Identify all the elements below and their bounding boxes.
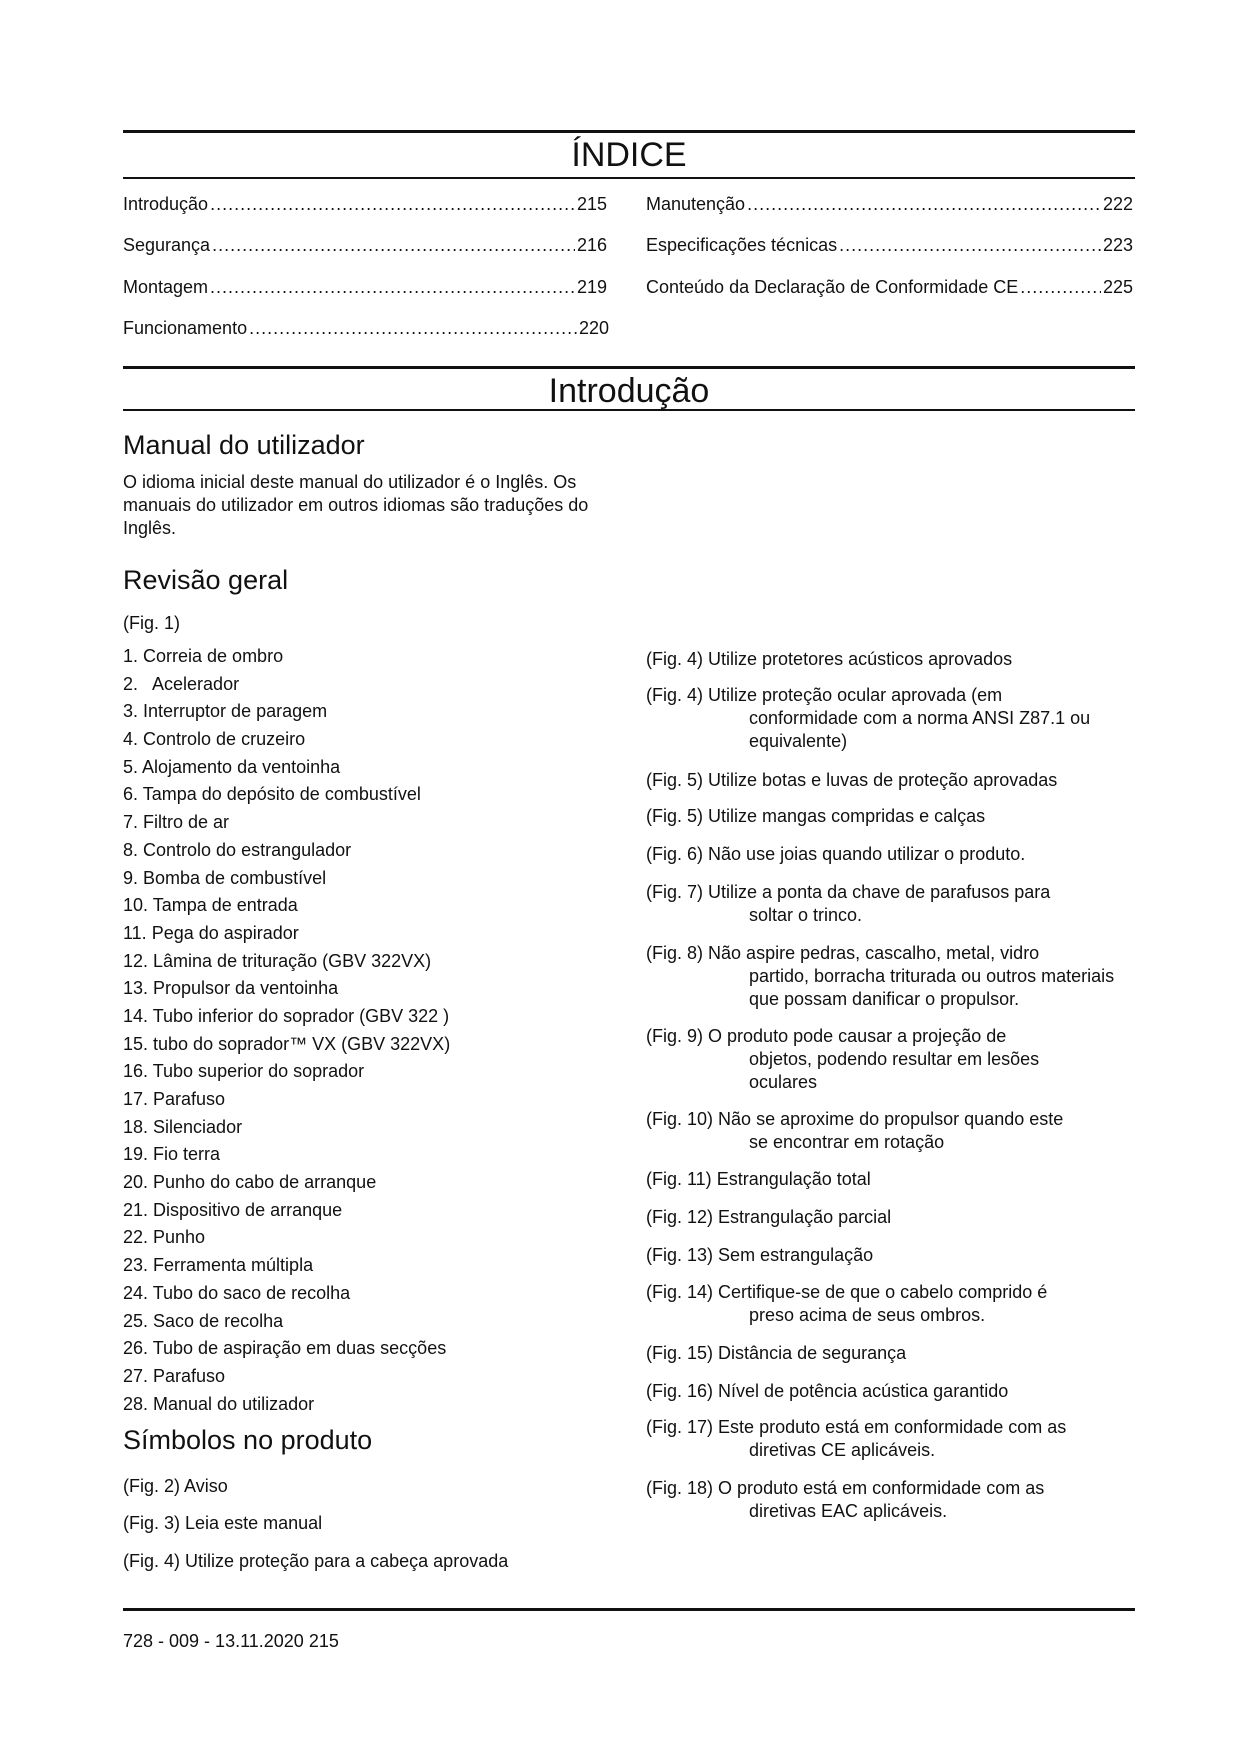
- symbol-item: [646, 1206, 1126, 1229]
- list-item: 27. Parafuso: [123, 1365, 226, 1386]
- list-item: 12. Lâmina de trituração (GBV 322VX): [123, 950, 432, 971]
- page-number: 215: [308, 1631, 339, 1651]
- symbol-fig-ref: (Fig. 4): [123, 1551, 181, 1571]
- list-item: 21. Dispositivo de arranque: [123, 1199, 343, 1220]
- manual-title: Manual do utilizador: [123, 430, 365, 460]
- toc-entry-label: Funcionamento: [123, 318, 248, 338]
- symbol-item: [646, 1168, 1126, 1191]
- list-item: 20. Punho do cabo de arranque: [123, 1172, 377, 1193]
- list-item: 28. Manual do utilizador: [123, 1393, 315, 1414]
- symbol-fig-ref: (Fig. 5): [646, 806, 704, 826]
- symbol-item: [646, 1244, 1126, 1267]
- symbol-item: [646, 1281, 1126, 1327]
- toc-entry-label: Conteúdo da Declaração de Conformidade CE: [646, 277, 1019, 297]
- toc-top-rule: [123, 130, 1135, 133]
- toc-entry-page: 225: [1102, 277, 1133, 297]
- symbol-item: [646, 684, 1126, 753]
- symbol-text: O produto pode causar a projeção de: [708, 1026, 1007, 1046]
- symbol-fig-ref: (Fig. 13): [646, 1245, 714, 1265]
- symbol-fig-ref: (Fig. 4): [646, 685, 704, 705]
- toc-entry-manutencao[interactable]: [646, 193, 1133, 215]
- toc-entry-page: 219: [576, 277, 607, 297]
- toc-entry-page: 215: [576, 194, 607, 214]
- symbol-fig-ref: (Fig. 12): [646, 1207, 714, 1227]
- symbol-text: Certifique-se de que o cabelo comprido é: [718, 1282, 1048, 1302]
- toc-entry-funcionamento[interactable]: [123, 317, 609, 339]
- symbol-item: [646, 1025, 1126, 1094]
- symbol-item: [123, 1512, 603, 1535]
- list-item: 4. Controlo de cruzeiro: [123, 729, 306, 750]
- toc-entry-declaracao-ce[interactable]: [646, 276, 1133, 298]
- toc-entry-label: Introdução: [123, 194, 209, 214]
- overview-title: Revisão geral: [123, 565, 289, 595]
- page-footer: [123, 1630, 339, 1652]
- symbol-fig-ref: (Fig. 16): [646, 1381, 714, 1401]
- symbol-fig-ref: (Fig. 7): [646, 882, 704, 902]
- toc-entry-montagem[interactable]: [123, 276, 607, 298]
- symbol-text-continued: objetos, podendo resultar em lesões oculares: [749, 1049, 1040, 1092]
- toc-bottom-rule: [123, 177, 1135, 179]
- symbol-fig-ref: (Fig. 5): [646, 770, 704, 790]
- symbol-fig-ref: (Fig. 14): [646, 1282, 714, 1302]
- symbol-text-continued: diretivas CE aplicáveis.: [749, 1440, 936, 1460]
- intro-top-rule: [123, 366, 1135, 369]
- toc-entry-page: 216: [576, 235, 607, 255]
- intro-bottom-rule: [123, 409, 1135, 411]
- symbol-fig-ref: (Fig. 18): [646, 1478, 714, 1498]
- symbol-fig-ref: (Fig. 2): [123, 1476, 181, 1496]
- symbol-text: Estrangulação total: [716, 1169, 871, 1189]
- list-item: 18. Silenciador: [123, 1116, 243, 1137]
- list-item: 22. Punho: [123, 1227, 206, 1248]
- symbol-fig-ref: (Fig. 11): [646, 1169, 712, 1189]
- toc-entry-page: 223: [1102, 235, 1133, 255]
- document-code: 728 - 009 - 13.11.2020: [123, 1631, 304, 1651]
- list-item: 11. Pega do aspirador: [123, 922, 299, 943]
- list-item: 13. Propulsor da ventoinha: [123, 978, 339, 999]
- toc-title: ÍNDICE: [571, 136, 687, 174]
- toc-entry-page: 220: [578, 318, 609, 338]
- intro-title: Introdução: [548, 372, 710, 410]
- symbol-text: Este produto está em conformidade com as: [718, 1417, 1067, 1437]
- symbol-text: Utilize proteção ocular aprovada (em: [708, 685, 1003, 705]
- symbol-fig-ref: (Fig. 17): [646, 1417, 714, 1437]
- symbol-text: Aviso: [184, 1476, 228, 1496]
- list-item: 17. Parafuso: [123, 1089, 226, 1109]
- list-item: 5. Alojamento da ventoinha: [123, 756, 341, 777]
- list-item: 24. Tubo do saco de recolha: [123, 1282, 351, 1303]
- manual-text: O idioma inicial deste manual do utilizador é o Inglês. Os manuais do utilizador em outros idiomas são traduções do Inglês.: [123, 472, 589, 538]
- footer-rule: [123, 1608, 1135, 1611]
- toc-entry-especificacoes[interactable]: [646, 234, 1133, 256]
- list-item: 3. Interruptor de paragem: [123, 701, 328, 722]
- toc-entry-seguranca[interactable]: [123, 234, 607, 256]
- symbols-title: Símbolos no produto: [123, 1425, 373, 1455]
- symbol-text-continued: preso acima de seus ombros.: [749, 1305, 986, 1325]
- symbol-text: Utilize protetores acústicos aprovados: [708, 649, 1013, 669]
- parts-list: [123, 645, 450, 1420]
- list-item: 19. Fio terra: [123, 1144, 221, 1165]
- toc-entry-label: Especificações técnicas: [646, 235, 838, 255]
- symbol-text: Utilize mangas compridas e calças: [708, 806, 986, 826]
- symbol-fig-ref: (Fig. 6): [646, 844, 704, 864]
- symbol-text: Não se aproxime do propulsor quando este: [718, 1109, 1064, 1129]
- symbol-item: [646, 843, 1126, 866]
- toc-entry-label: Manutenção: [646, 194, 746, 214]
- toc-entry-introducao[interactable]: [123, 193, 607, 215]
- symbol-fig-ref: (Fig. 15): [646, 1343, 714, 1363]
- symbol-text: O produto está em conformidade com as: [718, 1478, 1045, 1498]
- symbol-text: Utilize botas e luvas de proteção aprovadas: [708, 770, 1058, 790]
- list-item: 1. Correia de ombro: [123, 646, 284, 666]
- list-item: 2. Acelerador: [123, 673, 240, 694]
- toc-entry-label: Montagem: [123, 277, 209, 297]
- symbol-item: [646, 1380, 1126, 1403]
- symbol-item: [646, 1342, 1126, 1365]
- symbol-text-continued: se encontrar em rotação: [749, 1132, 945, 1152]
- symbol-fig-ref: (Fig. 10): [646, 1109, 714, 1129]
- list-item: 25. Saco de recolha: [123, 1310, 284, 1331]
- symbol-item: [646, 881, 1126, 927]
- symbol-text: Utilize proteção para a cabeça aprovada: [185, 1551, 509, 1571]
- symbol-item: [646, 1477, 1126, 1523]
- symbol-item: [123, 1550, 603, 1573]
- symbol-text-continued: diretivas EAC aplicáveis.: [749, 1501, 948, 1521]
- symbol-text: Não use joias quando utilizar o produto.: [708, 844, 1026, 864]
- toc-entry-label: Segurança: [123, 235, 211, 255]
- symbol-fig-ref: (Fig. 3): [123, 1513, 181, 1533]
- symbol-item: [646, 805, 1126, 828]
- list-item: 10. Tampa de entrada: [123, 895, 298, 916]
- list-item: 16. Tubo superior do soprador: [123, 1061, 365, 1082]
- symbol-text-continued: conformidade com a norma ANSI Z87.1 ou equivalente): [749, 708, 1091, 751]
- symbol-item: [123, 1475, 603, 1498]
- symbol-text-continued: soltar o trinco.: [749, 905, 863, 925]
- symbol-item: [646, 648, 1126, 671]
- symbol-text-continued: partido, borracha triturada ou outros materiais que possam danificar o propulsor.: [749, 966, 1115, 1009]
- list-item: 6. Tampa do depósito de combustível: [123, 784, 421, 805]
- symbol-text: Nível de potência acústica garantido: [718, 1381, 1009, 1401]
- symbol-item: [646, 942, 1126, 1011]
- symbol-text: Distância de segurança: [718, 1343, 907, 1363]
- list-item: 15. tubo do soprador™ VX (GBV 322VX): [123, 1033, 451, 1054]
- symbol-fig-ref: (Fig. 9): [646, 1026, 704, 1046]
- list-item: 26. Tubo de aspiração em duas secções: [123, 1338, 447, 1359]
- symbol-text: Não aspire pedras, cascalho, metal, vidro: [708, 943, 1040, 963]
- list-item: 14. Tubo inferior do soprador (GBV 322 ): [123, 1005, 450, 1026]
- list-item: 8. Controlo do estrangulador: [123, 839, 352, 860]
- toc-entry-page: 222: [1102, 194, 1133, 214]
- symbol-text: Estrangulação parcial: [718, 1207, 892, 1227]
- symbol-text: Leia este manual: [185, 1513, 323, 1533]
- list-item: 9. Bomba de combustível: [123, 867, 327, 888]
- symbol-text: Sem estrangulação: [718, 1245, 874, 1265]
- overview-fig-ref: (Fig. 1): [123, 613, 181, 633]
- list-item: 7. Filtro de ar: [123, 812, 230, 833]
- symbol-text: Utilize a ponta da chave de parafusos para: [708, 882, 1051, 902]
- symbol-item: [646, 769, 1126, 792]
- symbol-item: [646, 1416, 1126, 1462]
- symbol-item: [646, 1108, 1126, 1154]
- symbol-fig-ref: (Fig. 8): [646, 943, 704, 963]
- symbol-fig-ref: (Fig. 4): [646, 649, 704, 669]
- list-item: 23. Ferramenta múltipla: [123, 1255, 314, 1276]
